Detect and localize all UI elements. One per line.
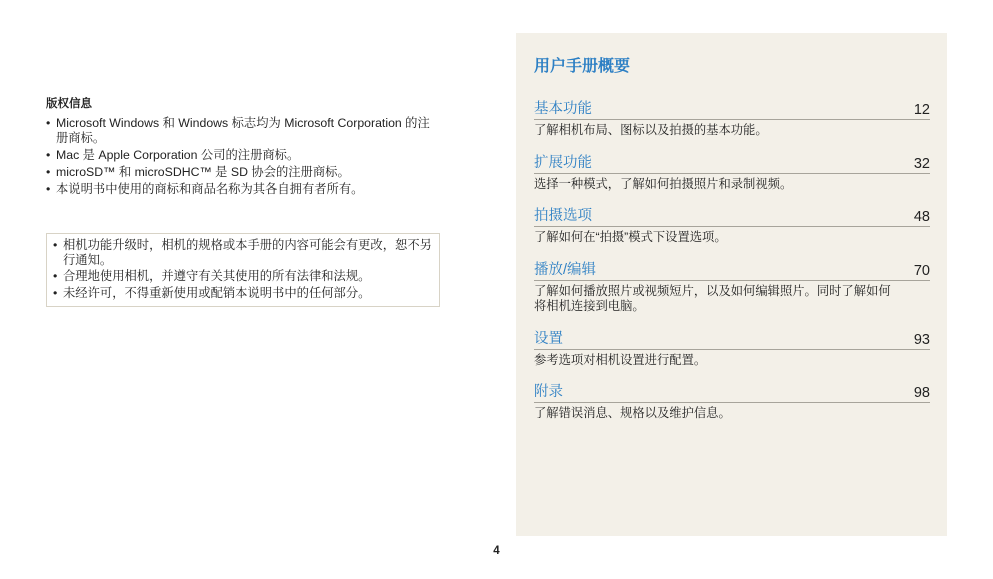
toc-entry xyxy=(534,327,930,369)
bullet-icon: • xyxy=(53,238,58,252)
notice-item-text: 相机功能升级时，相机的规格或本手册的内容可能会有更改，恕不另行通知。 xyxy=(63,238,432,267)
toc-entry-header[interactable] xyxy=(534,151,930,174)
page-number: 4 xyxy=(493,545,500,557)
bullet-icon: • xyxy=(53,285,58,300)
toc-link-playback-editing[interactable]: 播放/编辑 xyxy=(534,261,597,278)
toc-entry-header[interactable] xyxy=(534,380,930,403)
copyright-item xyxy=(46,165,438,180)
toc-list xyxy=(534,97,930,434)
toc-page-number: 93 xyxy=(913,331,930,348)
toc-panel xyxy=(516,33,947,536)
toc-link-extended-functions[interactable]: 扩展功能 xyxy=(534,154,592,171)
notice-item xyxy=(53,238,433,267)
toc-description: 了解如何播放照片或视频短片，以及如何编辑照片。同时了解如何 将相机连接到电脑。 xyxy=(534,283,891,313)
bullet-icon: • xyxy=(46,116,51,130)
toc-entry xyxy=(534,380,930,422)
notice-item-text: 合理地使用相机，并遵守有关其使用的所有法律和法规。 xyxy=(63,269,371,283)
toc-page-number: 32 xyxy=(913,155,930,172)
copyright-item-text: microSD™ 和 microSDHC™ 是 SD 协会的注册商标。 xyxy=(56,164,350,179)
toc-entry-header[interactable] xyxy=(534,327,930,350)
toc-description: 参考选项对相机设置进行配置。 xyxy=(534,352,707,367)
toc-entry xyxy=(534,151,930,193)
copyright-item-text: Microsoft Windows 和 Windows 标志均为 Microsoft Corporation 的注册商标。 xyxy=(56,116,430,145)
toc-description: 选择一种模式，了解如何拍摄照片和录制视频。 xyxy=(534,176,793,191)
toc-page-number: 70 xyxy=(913,262,930,279)
toc-link-settings[interactable]: 设置 xyxy=(534,330,563,347)
copyright-section xyxy=(46,95,438,199)
notice-list xyxy=(53,238,433,300)
toc-entry xyxy=(534,258,930,315)
bullet-icon: • xyxy=(46,147,51,162)
bullet-icon: • xyxy=(46,181,51,196)
notice-box xyxy=(46,233,440,307)
toc-description: 了解相机布局、图标以及拍摄的基本功能。 xyxy=(534,123,768,137)
notice-item xyxy=(53,269,433,284)
toc-page-number: 98 xyxy=(913,385,930,401)
copyright-list xyxy=(46,116,438,196)
copyright-item xyxy=(46,116,438,145)
toc-entry-header[interactable] xyxy=(534,204,930,227)
bullet-icon: • xyxy=(53,269,58,283)
toc-page-number: 48 xyxy=(913,209,930,225)
toc-description: 了解如何在“拍摄”模式下设置选项。 xyxy=(534,230,727,244)
toc-entry xyxy=(534,204,930,246)
toc-entry-header[interactable] xyxy=(534,258,930,281)
notice-item xyxy=(53,286,433,301)
bullet-icon: • xyxy=(46,164,51,179)
toc-description: 了解错误消息、规格以及维护信息。 xyxy=(534,406,731,420)
toc-entry-header[interactable] xyxy=(534,97,930,120)
toc-link-shooting-options[interactable]: 拍摄选项 xyxy=(534,208,592,224)
copyright-item-text: Mac 是 Apple Corporation 公司的注册商标。 xyxy=(56,147,300,162)
toc-page-number: 12 xyxy=(913,102,930,118)
copyright-item xyxy=(46,182,438,197)
toc-link-basic-functions[interactable]: 基本功能 xyxy=(534,101,592,117)
copyright-item xyxy=(46,148,438,163)
copyright-item-text: 本说明书中使用的商标和商品名称为其各自拥有者所有。 xyxy=(56,181,364,196)
notice-item-text: 未经许可，不得重新使用或配销本说明书中的任何部分。 xyxy=(63,285,371,300)
toc-link-appendix[interactable]: 附录 xyxy=(534,384,563,400)
toc-entry xyxy=(534,97,930,139)
toc-title: 用户手册概要 xyxy=(534,58,631,75)
copyright-title: 版权信息 xyxy=(46,98,92,110)
